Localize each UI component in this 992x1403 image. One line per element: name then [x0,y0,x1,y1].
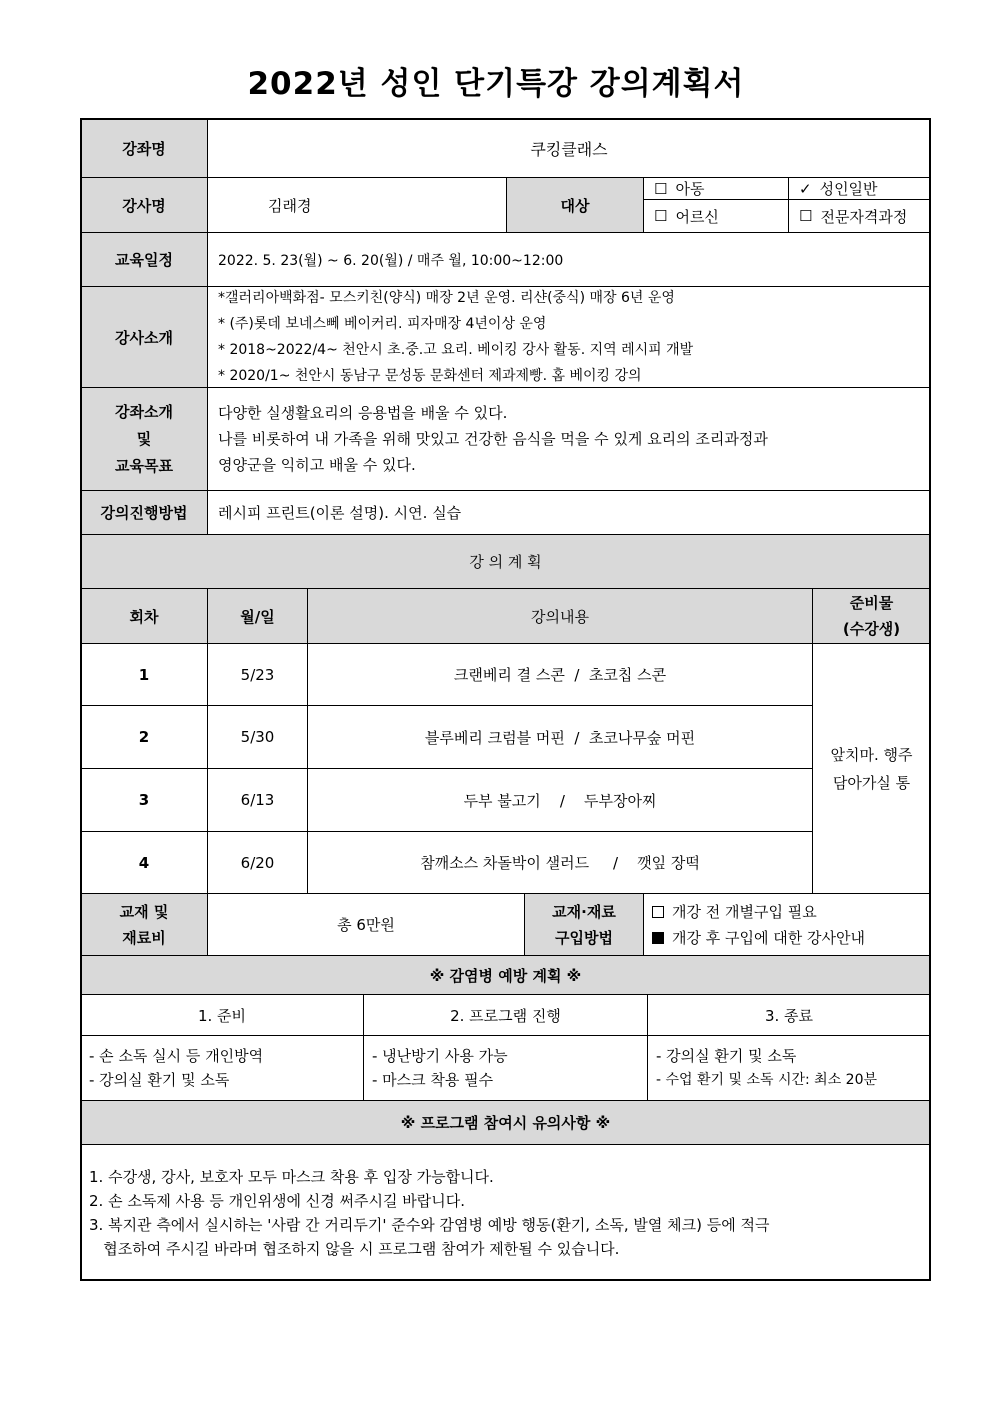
goal-label: 강좌소개 및 교육목표 [80,387,208,491]
list-item: - 냉난방기 사용 가능 [372,1047,508,1065]
checkbox-icon: ☐ [799,207,813,225]
plan-date-4: 6/20 [207,831,308,894]
plan-session-1: 1 [80,643,208,706]
instructor-label: 강사명 [80,177,208,233]
intro-line: * (주)롯데 보네스뻬 베이커리. 피자매장 4년이상 운영 [218,316,547,332]
plan-header-session: 회차 [80,588,208,644]
course-label: 강좌명 [80,118,208,178]
checkbox-icon: ☐ [654,207,668,225]
plan-session-4: 4 [80,831,208,894]
prevention-col-2-items [363,1035,648,1101]
plan-heading: 강 의 계 획 [80,534,931,589]
target-option-professional: ☐ 전문자격과정 [788,199,931,233]
intro-line: *갤러리아백화점- 모스키친(양식) 매장 2년 운영. 리샨(중식) 매장 6년 운영 [218,290,675,306]
materials-label: 교재 및 재료비 [80,893,208,956]
target-option-adult: ✓ 성인일반 [788,177,931,200]
list-item: - 손 소독 실시 등 개인방역 [89,1047,264,1065]
notice-heading: ※ 프로그램 참여시 유의사항 ※ [80,1100,931,1145]
list-item: - 강의실 환기 및 소독 [656,1047,797,1065]
goal-line: 영양군을 익히고 배울 수 있다. [218,456,416,474]
plan-header-content: 강의내용 [307,588,813,644]
goal-line: 나를 비롯하여 내 가족을 위해 맛있고 건강한 음식을 먹을 수 있게 요리의 조리과정과 [218,430,768,448]
list-item: - 수업 환기 및 소독 시간: 최소 20분 [656,1072,878,1088]
plan-date-1: 5/23 [207,643,308,706]
instructor-value: 김래경 [207,177,507,233]
plan-prep-items: 앞치마. 행주 담아가실 통 [812,643,931,894]
checkbox-icon [652,906,664,918]
prevention-heading: ※ 감염병 예방 계획 ※ [80,955,931,995]
schedule-value: 2022. 5. 23(월) ~ 6. 20(월) / 매주 월, 10:00~12:00 [207,232,931,287]
checkmark-icon: ✓ [799,179,812,198]
plan-date-2: 5/30 [207,705,308,769]
checkbox-checked-icon [652,932,664,944]
intro-label: 강사소개 [80,286,208,388]
plan-header-date: 월/일 [207,588,308,644]
plan-content-3: 두부 불고기 / 두부장아찌 [307,768,813,832]
purchase-option-before: 개강 전 개별구입 필요 [652,899,930,925]
materials-cost: 총 6만원 [207,893,525,956]
prevention-col-3-items [647,1035,931,1101]
goal-line: 다양한 실생활요리의 응용법을 배울 수 있다. [218,404,508,422]
plan-content-1: 크랜베리 결 스콘 / 초코칩 스콘 [307,643,813,706]
target-option-senior: ☐ 어르신 [643,199,789,233]
notice-body [80,1144,931,1281]
prevention-col-1-items [80,1035,364,1101]
plan-session-2: 2 [80,705,208,769]
plan-content-2: 블루베리 크럼블 머핀 / 초코나무숲 머핀 [307,705,813,769]
goal-text [207,387,931,491]
plan-header-prep: 준비물 (수강생) [812,588,931,644]
purchase-method-options [643,893,931,956]
method-value: 레시피 프린트(이론 설명). 시연. 실습 [207,490,931,535]
intro-text [207,286,931,388]
target-option-child: ☐ 아동 [643,177,789,200]
prevention-col-1-title: 1. 준비 [80,994,364,1036]
target-label: 대상 [506,177,644,233]
notice-line: 1. 수강생, 강사, 보호자 모두 마스크 착용 후 입장 가능합니다. [89,1168,494,1186]
intro-line: * 2020/1~ 천안시 동남구 문성동 문화센터 제과제빵. 홈 베이킹 강의 [218,368,642,384]
checkbox-icon: ☐ [654,179,668,198]
list-item: - 마스크 착용 필수 [372,1071,494,1089]
notice-line: 협조하여 주시길 바라며 협조하지 않을 시 프로그램 참여가 제한될 수 있습니다. [89,1240,620,1258]
prevention-col-3-title: 3. 종료 [647,994,931,1036]
notice-line: 2. 손 소독제 사용 등 개인위생에 신경 써주시길 바랍니다. [89,1192,466,1210]
plan-content-4: 참깨소스 차돌박이 샐러드 / 깻잎 장떡 [307,831,813,894]
schedule-label: 교육일정 [80,232,208,287]
plan-date-3: 6/13 [207,768,308,832]
intro-line: * 2018~2022/4~ 천안시 초.중.고 요리. 베이킹 강사 활동. 지역 레시피 개발 [218,342,694,358]
course-value: 쿠킹클래스 [207,118,931,178]
purchase-method-label: 교재·재료 구입방법 [524,893,644,956]
plan-session-3: 3 [80,768,208,832]
notice-line: 3. 복지관 측에서 실시하는 '사람 간 거리두기' 준수와 감염병 예방 행동(환기, 소독, 발열 체크) 등에 적극 [89,1216,770,1234]
list-item: - 강의실 환기 및 소독 [89,1071,230,1089]
purchase-option-after: 개강 후 구입에 대한 강사안내 [652,925,930,951]
prevention-col-2-title: 2. 프로그램 진행 [363,994,648,1036]
method-label: 강의진행방법 [80,490,208,535]
document-title: 2022년 성인 단기특강 강의계획서 [247,66,745,102]
